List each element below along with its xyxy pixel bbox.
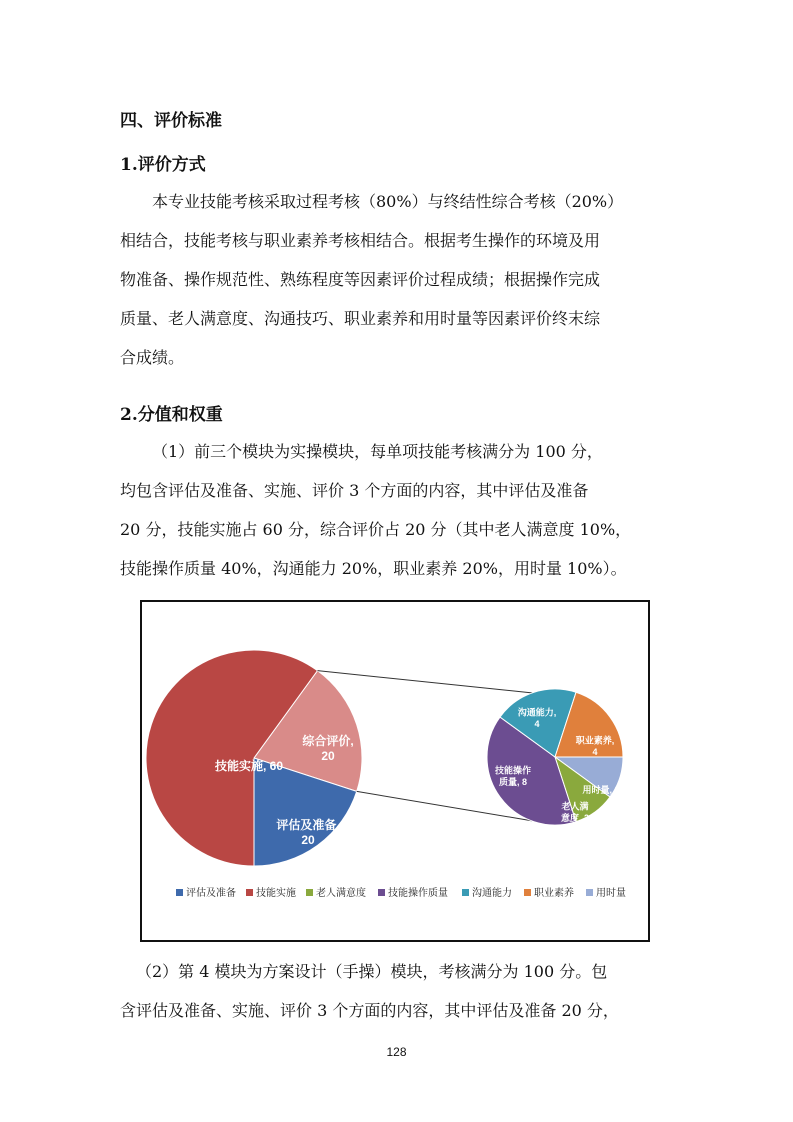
paragraph-scores-2 bbox=[120, 952, 685, 1030]
text-line: 含评估及准备、实施、评价 3 个方面的内容，其中评估及准备 20 分， bbox=[120, 1001, 619, 1020]
subheading-evaluation-method: 1.评价方式 bbox=[120, 155, 206, 175]
text-line: 本专业技能考核采取过程考核（80%）与终结性综合考核（20%） bbox=[152, 192, 624, 211]
legend-label-老人满意度: 老人满意度 bbox=[316, 888, 366, 899]
legend-swatch-老人满意度 bbox=[306, 889, 313, 896]
text-line: 合成绩。 bbox=[120, 348, 185, 367]
legend-swatch-用时量 bbox=[586, 889, 593, 896]
legend-swatch-评估及准备 bbox=[176, 889, 183, 896]
paragraph-scores-1 bbox=[120, 432, 685, 588]
legend-swatch-技能操作质量 bbox=[378, 889, 385, 896]
subheading-scores-weights: 2.分值和权重 bbox=[120, 405, 223, 425]
chart-svg bbox=[142, 602, 648, 940]
legend-swatch-职业素养 bbox=[524, 889, 531, 896]
text-line: 20 分，技能实施占 60 分，综合评价占 20 分（其中老人满意度 10%， bbox=[120, 520, 632, 539]
legend-label-技能实施: 技能实施 bbox=[256, 888, 296, 899]
pie-of-pie-chart bbox=[140, 600, 650, 942]
text-line: （1）前三个模块为实操模块，每单项技能考核满分为 100 分， bbox=[152, 442, 603, 461]
legend-label-职业素养: 职业素养 bbox=[534, 888, 574, 899]
data-label-技能操作质量: 技能操作质量, 8 bbox=[494, 765, 532, 787]
data-label-评估及准备: 评估及准备, 20 bbox=[276, 817, 340, 847]
legend-swatch-技能实施 bbox=[246, 889, 253, 896]
data-label-用时量: 用时量, 2 bbox=[582, 785, 620, 795]
data-label-职业素养: 职业素养, 4 bbox=[575, 735, 615, 757]
text-line: （2）第 4 模块为方案设计（手操）模块，考核满分为 100 分。包 bbox=[136, 962, 608, 981]
legend-swatch-沟通能力 bbox=[462, 889, 469, 896]
data-label-老人满意度: 老人满意度, 2 bbox=[560, 801, 590, 823]
text-line: 相结合，技能考核与职业素养考核相结合。根据考生操作的环境及用 bbox=[120, 231, 601, 250]
data-label-沟通能力: 沟通能力, 4 bbox=[517, 707, 557, 729]
connector-line-top bbox=[317, 671, 533, 693]
section-heading: 四、评价标准 bbox=[120, 111, 222, 131]
text-line: 均包含评估及准备、实施、评价 3 个方面的内容，其中评估及准备 bbox=[120, 481, 589, 500]
data-label-综合评价: 综合评价, 20 bbox=[302, 733, 354, 763]
legend-label-技能操作质量: 技能操作质量 bbox=[388, 888, 448, 899]
page-number: 128 bbox=[386, 1045, 407, 1059]
text-line: 质量、老人满意度、沟通技巧、职业素养和用时量等因素评价终末综 bbox=[120, 309, 601, 328]
data-label-技能实施: 技能实施, 60 bbox=[214, 759, 284, 773]
legend-label-评估及准备: 评估及准备 bbox=[186, 888, 236, 899]
text-line: 技能操作质量 40%，沟通能力 20%，职业素养 20%，用时量 10%）。 bbox=[120, 559, 627, 578]
paragraph-evaluation-method bbox=[120, 182, 685, 377]
text-line: 物准备、操作规范性、熟练程度等因素评价过程成绩；根据操作完成 bbox=[120, 270, 601, 289]
legend-label-沟通能力: 沟通能力 bbox=[472, 888, 512, 899]
legend-label-用时量: 用时量 bbox=[596, 888, 626, 899]
